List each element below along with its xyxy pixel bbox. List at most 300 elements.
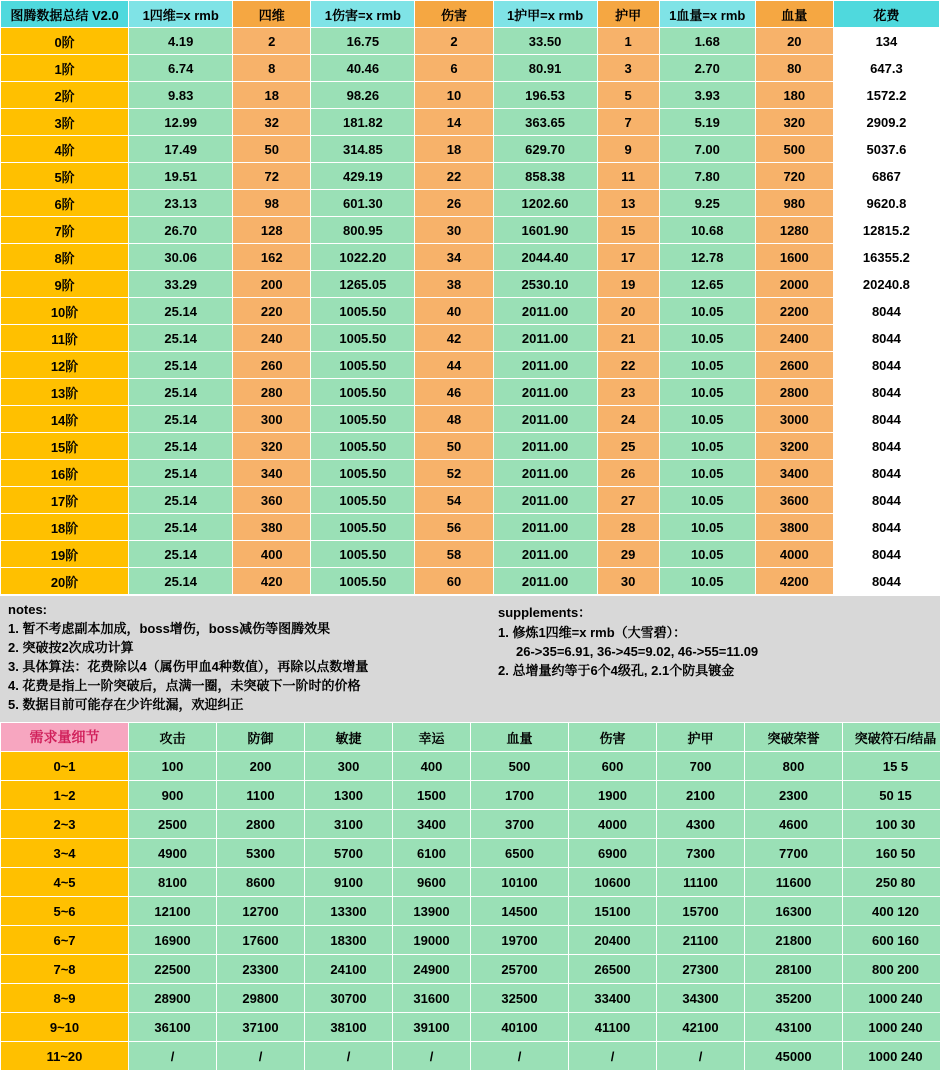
table-cell: 260 xyxy=(233,352,311,379)
table-cell: 2011.00 xyxy=(493,460,597,487)
stage-label: 9阶 xyxy=(1,271,129,298)
header-breakthrough-honor: 突破荣誉 xyxy=(745,723,843,752)
table-cell: 1005.50 xyxy=(311,568,415,595)
table-cell: 1005.50 xyxy=(311,487,415,514)
table-cell: 400 xyxy=(233,541,311,568)
table-cell: 6867 xyxy=(833,163,939,190)
table-cell: 8044 xyxy=(833,433,939,460)
header-hp-rmb: 1血量=x rmb xyxy=(659,1,755,28)
table-row xyxy=(1,433,940,460)
stage-label: 2阶 xyxy=(1,82,129,109)
table-cell: 40.46 xyxy=(311,55,415,82)
table-cell: 12.65 xyxy=(659,271,755,298)
table-cell: 48 xyxy=(415,406,493,433)
table-cell: 9600 xyxy=(393,868,471,897)
stage-range-label: 11~20 xyxy=(1,1042,129,1071)
table-cell: 2011.00 xyxy=(493,487,597,514)
table-cell: 10.05 xyxy=(659,352,755,379)
table-cell: 2011.00 xyxy=(493,406,597,433)
table-cell: 27 xyxy=(597,487,659,514)
table-cell: 16900 xyxy=(129,926,217,955)
table-cell: 10.05 xyxy=(659,325,755,352)
notes-title: notes: xyxy=(8,602,482,617)
table-cell: 22500 xyxy=(129,955,217,984)
table-cell: 26500 xyxy=(569,955,657,984)
table-cell: 4300 xyxy=(657,810,745,839)
table-cell: 220 xyxy=(233,298,311,325)
table-cell: 25.14 xyxy=(129,325,233,352)
table-cell: 25.14 xyxy=(129,514,233,541)
table-cell: 3400 xyxy=(755,460,833,487)
table-cell: 1005.50 xyxy=(311,325,415,352)
table-cell: 21 xyxy=(597,325,659,352)
table-cell: 23300 xyxy=(217,955,305,984)
table-row xyxy=(1,781,940,810)
table-cell: 1000 240 xyxy=(843,1013,940,1042)
table-cell: 2000 xyxy=(755,271,833,298)
table-cell: 363.65 xyxy=(493,109,597,136)
table-row xyxy=(1,82,940,109)
table-cell: 34300 xyxy=(657,984,745,1013)
table-cell: 3800 xyxy=(755,514,833,541)
table-cell: 1280 xyxy=(755,217,833,244)
table-cell: 800 xyxy=(745,752,843,781)
table-cell: 1700 xyxy=(471,781,569,810)
table-cell: 134 xyxy=(833,28,939,55)
table-cell: 1005.50 xyxy=(311,541,415,568)
table-cell: 8044 xyxy=(833,379,939,406)
table-cell: 44 xyxy=(415,352,493,379)
table-cell: 25.14 xyxy=(129,541,233,568)
table-cell: 35200 xyxy=(745,984,843,1013)
note-line: 4. 花费是指上一阶突破后，点满一圈，未突破下一阶时的价格 xyxy=(8,676,482,695)
table-cell: 25.14 xyxy=(129,298,233,325)
table-cell: 43100 xyxy=(745,1013,843,1042)
table-cell: 4200 xyxy=(755,568,833,595)
table-cell: 8044 xyxy=(833,541,939,568)
header-attack: 攻击 xyxy=(129,723,217,752)
table-cell: 2100 xyxy=(657,781,745,810)
table-cell: 8044 xyxy=(833,406,939,433)
stage-label: 16阶 xyxy=(1,460,129,487)
table-cell: 8044 xyxy=(833,325,939,352)
table-row xyxy=(1,109,940,136)
stage-label: 3阶 xyxy=(1,109,129,136)
table-cell: 34 xyxy=(415,244,493,271)
table-cell: 24900 xyxy=(393,955,471,984)
table-cell: 1005.50 xyxy=(311,514,415,541)
header-damage-rmb: 1伤害=x rmb xyxy=(311,1,415,28)
table-cell: 20 xyxy=(597,298,659,325)
stage-label: 11阶 xyxy=(1,325,129,352)
table-cell: 15100 xyxy=(569,897,657,926)
table-cell: 700 xyxy=(657,752,745,781)
table-cell: 32500 xyxy=(471,984,569,1013)
table-cell: 858.38 xyxy=(493,163,597,190)
table-cell: 6100 xyxy=(393,839,471,868)
table-cell: 1000 240 xyxy=(843,984,940,1013)
table-cell: 39100 xyxy=(393,1013,471,1042)
table-cell: 2500 xyxy=(129,810,217,839)
stage-label: 14阶 xyxy=(1,406,129,433)
table-cell: 1600 xyxy=(755,244,833,271)
table-cell: 13 xyxy=(597,190,659,217)
table-cell: 8 xyxy=(233,55,311,82)
table-row xyxy=(1,460,940,487)
table-cell: 25.14 xyxy=(129,406,233,433)
stage-range-label: 3~4 xyxy=(1,839,129,868)
table-cell: 400 xyxy=(393,752,471,781)
table-cell: 2.70 xyxy=(659,55,755,82)
table-cell: 46 xyxy=(415,379,493,406)
table-cell: 80 xyxy=(755,55,833,82)
table-cell: 196.53 xyxy=(493,82,597,109)
table-cell: 50 xyxy=(233,136,311,163)
table-row xyxy=(1,406,940,433)
table-cell: 314.85 xyxy=(311,136,415,163)
header-damage: 伤害 xyxy=(569,723,657,752)
stage-range-label: 1~2 xyxy=(1,781,129,810)
table-cell: 250 80 xyxy=(843,868,940,897)
table-cell: 42 xyxy=(415,325,493,352)
header-armor: 护甲 xyxy=(657,723,745,752)
table-cell: 1005.50 xyxy=(311,352,415,379)
table-cell: 30 xyxy=(415,217,493,244)
requirement-table-body xyxy=(1,752,940,1071)
table-row xyxy=(1,163,940,190)
table-cell: 28900 xyxy=(129,984,217,1013)
table-cell: 6 xyxy=(415,55,493,82)
table-row xyxy=(1,926,940,955)
table-row xyxy=(1,839,940,868)
table-cell: 10.05 xyxy=(659,298,755,325)
table-cell: 21800 xyxy=(745,926,843,955)
table-cell: 9.83 xyxy=(129,82,233,109)
table-cell: 50 xyxy=(415,433,493,460)
table-cell: 25.14 xyxy=(129,460,233,487)
table-cell: 10100 xyxy=(471,868,569,897)
table-cell: 1 xyxy=(597,28,659,55)
table-cell: 7700 xyxy=(745,839,843,868)
table-cell: 10.05 xyxy=(659,460,755,487)
table-cell: 2530.10 xyxy=(493,271,597,298)
table-cell: 72 xyxy=(233,163,311,190)
header-hp: 血量 xyxy=(755,1,833,28)
table-cell: 15 5 xyxy=(843,752,940,781)
stage-label: 1阶 xyxy=(1,55,129,82)
notes-section xyxy=(0,595,940,722)
table-cell: 10.05 xyxy=(659,541,755,568)
table-cell: / xyxy=(393,1042,471,1071)
table-cell: 28100 xyxy=(745,955,843,984)
header-four-dim: 四维 xyxy=(233,1,311,28)
table-row xyxy=(1,325,940,352)
header-defense: 防御 xyxy=(217,723,305,752)
table-cell: 600 160 xyxy=(843,926,940,955)
supplement-line: 2. 总增量约等于6个4级孔, 2.1个防具镀金 xyxy=(498,661,932,680)
table-cell: 15700 xyxy=(657,897,745,926)
table-cell: 17.49 xyxy=(129,136,233,163)
table-cell: 16.75 xyxy=(311,28,415,55)
stage-range-label: 9~10 xyxy=(1,1013,129,1042)
table-cell: 14500 xyxy=(471,897,569,926)
supplement-line: 26->35=6.91, 36->45=9.02, 46->55=11.09 xyxy=(498,642,932,661)
table-cell: 38 xyxy=(415,271,493,298)
table-cell: 2 xyxy=(415,28,493,55)
table-cell: 420 xyxy=(233,568,311,595)
table-cell: 5.19 xyxy=(659,109,755,136)
table-cell: 2300 xyxy=(745,781,843,810)
table-cell: 2200 xyxy=(755,298,833,325)
header-damage: 伤害 xyxy=(415,1,493,28)
table-cell: 19000 xyxy=(393,926,471,955)
table-row xyxy=(1,487,940,514)
table-cell: 20 xyxy=(755,28,833,55)
table-cell: 4000 xyxy=(755,541,833,568)
table-cell: 2011.00 xyxy=(493,379,597,406)
stage-label: 17阶 xyxy=(1,487,129,514)
table-cell: 1500 xyxy=(393,781,471,810)
table-cell: 10 xyxy=(415,82,493,109)
header-breakthrough-runestone: 突破符石/结晶 xyxy=(843,723,940,752)
table-cell: 3400 xyxy=(393,810,471,839)
table-cell: 2011.00 xyxy=(493,568,597,595)
table-cell: 6.74 xyxy=(129,55,233,82)
table-cell: 200 xyxy=(217,752,305,781)
table-cell: 128 xyxy=(233,217,311,244)
table-cell: 162 xyxy=(233,244,311,271)
table-cell: 8600 xyxy=(217,868,305,897)
stage-range-label: 5~6 xyxy=(1,897,129,926)
table-cell: 1100 xyxy=(217,781,305,810)
table-cell: 20400 xyxy=(569,926,657,955)
table-cell: 1005.50 xyxy=(311,406,415,433)
table-cell: 98 xyxy=(233,190,311,217)
stage-label: 18阶 xyxy=(1,514,129,541)
table-cell: 8044 xyxy=(833,487,939,514)
stage-label: 13阶 xyxy=(1,379,129,406)
table-cell: 26 xyxy=(415,190,493,217)
table-cell: 25.14 xyxy=(129,379,233,406)
header-agility: 敏捷 xyxy=(305,723,393,752)
table-cell: 13900 xyxy=(393,897,471,926)
table-cell: 3000 xyxy=(755,406,833,433)
table-cell: 22 xyxy=(415,163,493,190)
table-cell: 9 xyxy=(597,136,659,163)
table-row xyxy=(1,752,940,781)
table-cell: 50 15 xyxy=(843,781,940,810)
note-line: 3. 具体算法：花费除以4（属伤甲血4种数值），再除以点数增量 xyxy=(8,657,482,676)
table-row xyxy=(1,541,940,568)
table-row xyxy=(1,298,940,325)
table-cell: 5300 xyxy=(217,839,305,868)
table-cell: / xyxy=(129,1042,217,1071)
table-cell: 3100 xyxy=(305,810,393,839)
table-cell: 23.13 xyxy=(129,190,233,217)
table-row xyxy=(1,28,940,55)
table-cell: 25 xyxy=(597,433,659,460)
table-cell: 2011.00 xyxy=(493,325,597,352)
table-cell: 18 xyxy=(233,82,311,109)
stage-label: 10阶 xyxy=(1,298,129,325)
table-cell: 56 xyxy=(415,514,493,541)
table-cell: 22 xyxy=(597,352,659,379)
table-cell: 33400 xyxy=(569,984,657,1013)
table-cell: 8044 xyxy=(833,460,939,487)
table-cell: 2011.00 xyxy=(493,298,597,325)
table-cell: 20240.8 xyxy=(833,271,939,298)
table-cell: 30.06 xyxy=(129,244,233,271)
stage-range-label: 2~3 xyxy=(1,810,129,839)
table-cell: 4.19 xyxy=(129,28,233,55)
stage-label: 0阶 xyxy=(1,28,129,55)
table-cell: 1005.50 xyxy=(311,298,415,325)
table-cell: 27300 xyxy=(657,955,745,984)
table-cell: 19 xyxy=(597,271,659,298)
table-cell: 6500 xyxy=(471,839,569,868)
table-cell: 41100 xyxy=(569,1013,657,1042)
table-row xyxy=(1,271,940,298)
table-cell: 3 xyxy=(597,55,659,82)
table-cell: 320 xyxy=(233,433,311,460)
table-cell: 38100 xyxy=(305,1013,393,1042)
notes-block xyxy=(0,596,490,722)
table-cell: 80.91 xyxy=(493,55,597,82)
table-cell: 18300 xyxy=(305,926,393,955)
table-cell: 12100 xyxy=(129,897,217,926)
supplement-line: 1. 修炼1四维=x rmb（大雪碧）： xyxy=(498,623,932,642)
stage-label: 6阶 xyxy=(1,190,129,217)
table-cell: 31600 xyxy=(393,984,471,1013)
table-cell: 40100 xyxy=(471,1013,569,1042)
table-cell: 52 xyxy=(415,460,493,487)
table-cell: 2011.00 xyxy=(493,514,597,541)
table-cell: 25700 xyxy=(471,955,569,984)
table-cell: 500 xyxy=(471,752,569,781)
table-cell: 7300 xyxy=(657,839,745,868)
table-cell: 8044 xyxy=(833,514,939,541)
table-cell: 1.68 xyxy=(659,28,755,55)
table-cell: 21100 xyxy=(657,926,745,955)
table-cell: 1005.50 xyxy=(311,460,415,487)
table-cell: 2044.40 xyxy=(493,244,597,271)
table-cell: 200 xyxy=(233,271,311,298)
table-row xyxy=(1,136,940,163)
table-cell: 2909.2 xyxy=(833,109,939,136)
requirement-header-row xyxy=(1,723,940,752)
table-cell: 647.3 xyxy=(833,55,939,82)
table-cell: 7.80 xyxy=(659,163,755,190)
table-cell: 280 xyxy=(233,379,311,406)
supplements-block xyxy=(490,596,940,722)
table-cell: 58 xyxy=(415,541,493,568)
table-cell: 3600 xyxy=(755,487,833,514)
table-cell: / xyxy=(569,1042,657,1071)
table-cell: 1005.50 xyxy=(311,433,415,460)
table-cell: 19700 xyxy=(471,926,569,955)
table-cell: 2400 xyxy=(755,325,833,352)
table-row xyxy=(1,244,940,271)
table-cell: 37100 xyxy=(217,1013,305,1042)
table-cell: 25.14 xyxy=(129,487,233,514)
totem-table-body xyxy=(1,28,940,595)
stage-label: 12阶 xyxy=(1,352,129,379)
table-cell: 7 xyxy=(597,109,659,136)
table-row xyxy=(1,514,940,541)
table-cell: 600 xyxy=(569,752,657,781)
table-cell: 30700 xyxy=(305,984,393,1013)
table-cell: 429.19 xyxy=(311,163,415,190)
table-cell: 8044 xyxy=(833,568,939,595)
table-cell: 26.70 xyxy=(129,217,233,244)
stage-label: 15阶 xyxy=(1,433,129,460)
table-cell: 340 xyxy=(233,460,311,487)
table-cell: 8044 xyxy=(833,352,939,379)
table-cell: 11 xyxy=(597,163,659,190)
table-cell: 380 xyxy=(233,514,311,541)
table-cell: 240 xyxy=(233,325,311,352)
table-cell: 2 xyxy=(233,28,311,55)
table-cell: 8044 xyxy=(833,298,939,325)
note-line: 5. 数据目前可能存在少许纰漏，欢迎纠正 xyxy=(8,695,482,714)
table-row xyxy=(1,810,940,839)
table-cell: 8100 xyxy=(129,868,217,897)
stage-label: 20阶 xyxy=(1,568,129,595)
table-cell: 300 xyxy=(233,406,311,433)
table-cell: 3700 xyxy=(471,810,569,839)
table-cell: 5700 xyxy=(305,839,393,868)
table-cell: 10.05 xyxy=(659,406,755,433)
table-cell: 9620.8 xyxy=(833,190,939,217)
table-cell: 2800 xyxy=(755,379,833,406)
table-cell: 160 50 xyxy=(843,839,940,868)
table-cell: / xyxy=(305,1042,393,1071)
table-cell: 1601.90 xyxy=(493,217,597,244)
table-cell: 180 xyxy=(755,82,833,109)
table-row xyxy=(1,1042,940,1071)
table-cell: 1300 xyxy=(305,781,393,810)
table-cell: 2600 xyxy=(755,352,833,379)
table-cell: 500 xyxy=(755,136,833,163)
table-row xyxy=(1,379,940,406)
table-cell: / xyxy=(217,1042,305,1071)
table-cell: 100 30 xyxy=(843,810,940,839)
table-cell: 12700 xyxy=(217,897,305,926)
table-cell: 800 200 xyxy=(843,955,940,984)
table-cell: / xyxy=(471,1042,569,1071)
table-cell: 14 xyxy=(415,109,493,136)
table-cell: 60 xyxy=(415,568,493,595)
table-cell: 16300 xyxy=(745,897,843,926)
table-cell: 17600 xyxy=(217,926,305,955)
table-cell: 13300 xyxy=(305,897,393,926)
note-line: 1. 暂不考虑副本加成，boss增伤，boss减伤等图腾效果 xyxy=(8,619,482,638)
table-cell: 40 xyxy=(415,298,493,325)
stage-range-label: 4~5 xyxy=(1,868,129,897)
table-cell: 25.14 xyxy=(129,433,233,460)
table-cell: 45000 xyxy=(745,1042,843,1071)
totem-header-row xyxy=(1,1,940,28)
table-cell: 800.95 xyxy=(311,217,415,244)
requirement-detail-table xyxy=(0,722,940,1071)
table-cell: 300 xyxy=(305,752,393,781)
supplements-title: supplements： xyxy=(498,602,932,621)
table-cell: 24 xyxy=(597,406,659,433)
table-cell: / xyxy=(657,1042,745,1071)
table-cell: 5037.6 xyxy=(833,136,939,163)
totem-title-cell: 图腾数据总结 V2.0 xyxy=(1,1,129,28)
table-cell: 1202.60 xyxy=(493,190,597,217)
